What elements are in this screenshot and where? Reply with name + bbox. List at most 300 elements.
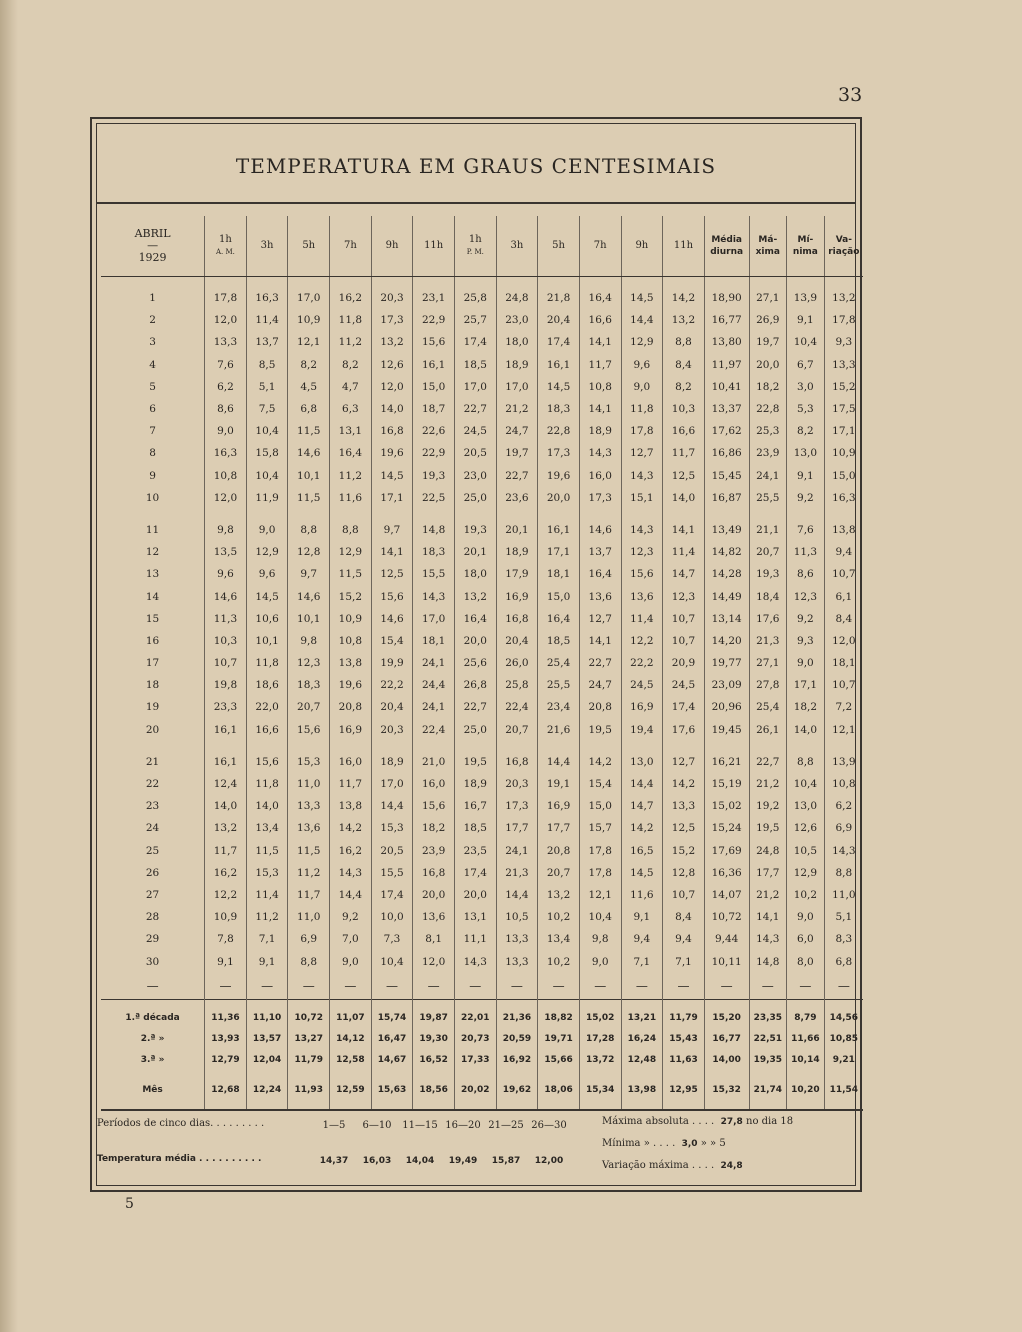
table-cell: 21,3 <box>496 862 538 884</box>
header-dash: — <box>147 239 159 252</box>
table-cell: 10,7 <box>205 652 247 674</box>
table-cell: 8,1 <box>413 928 455 950</box>
table-cell: 11,7 <box>288 884 330 906</box>
table-cell: 12,95 <box>663 1071 705 1110</box>
table-cell: 18,1 <box>824 652 863 674</box>
table-row <box>101 376 863 398</box>
table-cell: 11,79 <box>288 1050 330 1071</box>
table-cell: 6,1 <box>824 585 863 607</box>
table-cell: 8,8 <box>824 862 863 884</box>
table-cell: 13,2 <box>663 309 705 331</box>
table-cell: 10,4 <box>246 420 288 442</box>
table-cell: 13,27 <box>288 1029 330 1050</box>
table-cell: 13,3 <box>824 354 863 376</box>
table-cell: 12,4 <box>205 773 247 795</box>
table-cell: 8,79 <box>787 1000 825 1029</box>
table-cell: 16,1 <box>538 519 580 541</box>
table-cell: 13,2 <box>824 287 863 309</box>
table-cell: 15,2 <box>330 585 372 607</box>
dash-cell: — <box>330 973 372 1000</box>
table-cell: 18,90 <box>704 287 749 309</box>
table-cell: 12,7 <box>663 751 705 773</box>
header-hour: 9h <box>371 216 413 277</box>
table-cell: 11,97 <box>704 354 749 376</box>
table-cell: 10,2 <box>787 884 825 906</box>
table-cell: 13,7 <box>246 331 288 353</box>
table-cell: 15,0 <box>538 585 580 607</box>
row-label: 3.ª » <box>140 1055 165 1066</box>
table-cell: 13,1 <box>454 906 496 928</box>
table-cell: 6,9 <box>288 928 330 950</box>
table-cell: 20,0 <box>749 354 787 376</box>
row-label: 15 <box>145 612 160 625</box>
table-cell: 14,1 <box>749 906 787 928</box>
page-number: 33 <box>838 84 863 106</box>
table-cell: 14,3 <box>621 519 663 541</box>
table-cell: 18,9 <box>579 420 621 442</box>
table-cell: 8,8 <box>663 331 705 353</box>
table-cell: 10,7 <box>824 563 863 585</box>
table-cell: 9,4 <box>824 541 863 563</box>
table-cell: 23,35 <box>749 1000 787 1029</box>
table-cell: 12,58 <box>330 1050 372 1071</box>
table-row <box>101 309 863 331</box>
table-cell: 14,2 <box>621 817 663 839</box>
table-cell: 9,7 <box>371 519 413 541</box>
table-cell: 12,6 <box>787 817 825 839</box>
table-cell: 11,0 <box>288 773 330 795</box>
table-cell: 10,9 <box>205 906 247 928</box>
table-cell: 10,4 <box>579 906 621 928</box>
table-cell: 16,4 <box>538 608 580 630</box>
table-cell: 13,57 <box>246 1029 288 1050</box>
table-cell: 17,0 <box>288 287 330 309</box>
table-cell: 20,3 <box>371 719 413 741</box>
table-cell: 24,1 <box>413 652 455 674</box>
table-cell: 16,3 <box>824 487 863 509</box>
table-cell: 16,9 <box>621 696 663 718</box>
table-cell: 8,4 <box>663 906 705 928</box>
table-cell: 24,8 <box>496 287 538 309</box>
table-cell: 20,5 <box>454 442 496 464</box>
table-cell: 15,3 <box>288 751 330 773</box>
table-cell: 12,9 <box>621 331 663 353</box>
table-cell: 14,67 <box>371 1050 413 1071</box>
table-cell: 22,9 <box>413 309 455 331</box>
table-cell: 8,4 <box>824 608 863 630</box>
row-label: 24 <box>145 822 160 835</box>
table-cell: 10,3 <box>663 398 705 420</box>
period-temp: 14,37 <box>319 1156 349 1166</box>
table-cell: 20,0 <box>538 487 580 509</box>
table-cell: 19,45 <box>704 719 749 741</box>
table-cell: 11,2 <box>246 906 288 928</box>
table-cell: 18,9 <box>496 541 538 563</box>
table-cell: 17,4 <box>454 331 496 353</box>
table-cell: 17,8 <box>205 287 247 309</box>
table-cell: 10,72 <box>704 906 749 928</box>
table-cell: 10,6 <box>246 608 288 630</box>
table-cell: 12,0 <box>371 376 413 398</box>
table-cell: 19,6 <box>371 442 413 464</box>
table-row <box>101 287 863 309</box>
table-cell: 16,9 <box>496 585 538 607</box>
table-cell: 18,56 <box>413 1071 455 1110</box>
table-cell: 20,7 <box>538 862 580 884</box>
table-cell: 16,0 <box>413 773 455 795</box>
table-cell: 14,1 <box>663 519 705 541</box>
table-cell: 9,0 <box>579 950 621 972</box>
table-cell: 21,2 <box>496 398 538 420</box>
table-cell: 14,3 <box>824 840 863 862</box>
table-cell: 7,3 <box>371 928 413 950</box>
table-cell: 15,3 <box>371 817 413 839</box>
table-cell: 7,1 <box>663 950 705 972</box>
table-cell: 25,7 <box>454 309 496 331</box>
table-cell: 15,6 <box>621 563 663 585</box>
table-cell: 23,6 <box>496 487 538 509</box>
table-cell: 16,8 <box>496 608 538 630</box>
table-cell: 10,8 <box>330 630 372 652</box>
table-cell: 23,1 <box>413 287 455 309</box>
table-cell: 11,0 <box>288 906 330 928</box>
table-cell: 15,63 <box>371 1071 413 1110</box>
table-cell: 11,7 <box>663 442 705 464</box>
table-cell: 15,02 <box>704 795 749 817</box>
table-cell: 7,2 <box>824 696 863 718</box>
table-cell: 14,8 <box>749 950 787 972</box>
table-cell: 16,8 <box>496 751 538 773</box>
row-label: 8 <box>149 447 156 460</box>
temperature-media-label: Temperatura média . . . . . . . . . . <box>97 1154 262 1164</box>
decade-summary-row <box>101 1029 863 1050</box>
table-cell: 14,3 <box>749 928 787 950</box>
table-cell: 19,71 <box>538 1029 580 1050</box>
table-cell: 13,4 <box>538 928 580 950</box>
dash-cell: — <box>146 978 159 993</box>
table-cell: 9,0 <box>205 420 247 442</box>
end-rule-row <box>101 1110 863 1111</box>
table-cell: 25,8 <box>496 674 538 696</box>
row-label: 19 <box>145 701 160 714</box>
table-cell: 13,8 <box>824 519 863 541</box>
header-hour: 3h <box>496 216 538 277</box>
table-cell: 20,7 <box>288 696 330 718</box>
table-cell: 17,3 <box>371 309 413 331</box>
table-cell: 15,6 <box>288 719 330 741</box>
table-cell: 9,8 <box>205 519 247 541</box>
table-cell: 13,3 <box>663 795 705 817</box>
table-cell: 11,5 <box>288 840 330 862</box>
table-cell: 15,3 <box>246 862 288 884</box>
row-label: 30 <box>145 955 160 968</box>
period-label: 11—15 <box>402 1120 438 1131</box>
table-cell: 3,0 <box>787 376 825 398</box>
table-cell: 11,2 <box>288 862 330 884</box>
table-cell: 14,82 <box>704 541 749 563</box>
table-cell: 15,5 <box>371 862 413 884</box>
table-row <box>101 652 863 674</box>
table-cell: 22,5 <box>413 487 455 509</box>
table-cell: 20,73 <box>454 1029 496 1050</box>
table-cell: 14,6 <box>288 585 330 607</box>
table-cell: 13,80 <box>704 331 749 353</box>
table-cell: 16,5 <box>621 840 663 862</box>
table-cell: 24,5 <box>621 674 663 696</box>
table-row <box>101 487 863 509</box>
table-cell: 14,2 <box>330 817 372 839</box>
table-cell: 18,82 <box>538 1000 580 1029</box>
table-cell: 17,7 <box>749 862 787 884</box>
row-label: 14 <box>145 590 160 603</box>
table-cell: 18,0 <box>454 563 496 585</box>
table-cell: 10,8 <box>579 376 621 398</box>
table-cell: 15,2 <box>663 840 705 862</box>
book-spine-shadow <box>0 0 18 1332</box>
table-cell: 11,93 <box>288 1071 330 1110</box>
row-label: 27 <box>145 888 160 901</box>
table-cell: 11,0 <box>824 884 863 906</box>
table-cell: 15,32 <box>704 1071 749 1110</box>
table-cell: 22,7 <box>579 652 621 674</box>
table-row <box>101 950 863 972</box>
table-cell: 11,4 <box>621 608 663 630</box>
table-cell: 19,5 <box>579 719 621 741</box>
table-cell: 10,7 <box>824 674 863 696</box>
table-cell: 14,3 <box>413 585 455 607</box>
title-rule <box>97 202 855 204</box>
period-temp: 15,87 <box>491 1156 521 1166</box>
table-cell: 12,24 <box>246 1071 288 1110</box>
table-cell: 14,56 <box>824 1000 863 1029</box>
table-cell: 14,12 <box>330 1029 372 1050</box>
table-cell: 20,4 <box>371 696 413 718</box>
table-cell: 12,7 <box>621 442 663 464</box>
table-cell: 17,0 <box>413 608 455 630</box>
table-row <box>101 719 863 741</box>
table-cell: 20,5 <box>371 840 413 862</box>
table-cell: 14,3 <box>330 862 372 884</box>
table-cell: 13,4 <box>246 817 288 839</box>
table-row <box>101 674 863 696</box>
table-cell: 10,9 <box>330 608 372 630</box>
table-cell: 19,4 <box>621 719 663 741</box>
row-label: 7 <box>149 425 156 438</box>
header-variacao: Va- riação <box>824 216 863 277</box>
dash-cell: — <box>663 973 705 1000</box>
table-cell: 20,7 <box>496 719 538 741</box>
table-cell: 16,4 <box>454 608 496 630</box>
table-row <box>101 862 863 884</box>
table-cell: 11,66 <box>787 1029 825 1050</box>
table-cell: 16,8 <box>371 420 413 442</box>
table-cell: 15,0 <box>413 376 455 398</box>
table-cell: 11,54 <box>824 1071 863 1110</box>
table-cell: 25,0 <box>454 487 496 509</box>
dash-cell: — <box>621 973 663 1000</box>
spacer-row <box>101 741 863 751</box>
row-label: 3 <box>149 336 156 349</box>
table-cell: 17,8 <box>824 309 863 331</box>
table-cell: 20,02 <box>454 1071 496 1110</box>
table-row <box>101 331 863 353</box>
table-cell: 10,2 <box>538 906 580 928</box>
row-label: Mês <box>142 1084 163 1095</box>
table-cell: 12,04 <box>246 1050 288 1071</box>
table-cell: 8,4 <box>663 354 705 376</box>
table-cell: 14,0 <box>205 795 247 817</box>
table-cell: 18,2 <box>749 376 787 398</box>
table-cell: 11,7 <box>579 354 621 376</box>
table-cell: 23,09 <box>704 674 749 696</box>
row-label: 28 <box>145 911 160 924</box>
table-cell: 8,8 <box>330 519 372 541</box>
table-frame <box>90 117 862 1192</box>
table-cell: 16,1 <box>205 719 247 741</box>
table-cell: 11,7 <box>205 840 247 862</box>
table-cell: 16,4 <box>579 287 621 309</box>
table-cell: 20,1 <box>496 519 538 541</box>
table-cell: 17,7 <box>496 817 538 839</box>
table-cell: 9,6 <box>205 563 247 585</box>
period-temp: 14,04 <box>405 1156 435 1166</box>
table-row <box>101 563 863 585</box>
table-cell: 11,8 <box>246 773 288 795</box>
table-cell: 26,0 <box>496 652 538 674</box>
table-cell: 14,8 <box>413 519 455 541</box>
row-label: 26 <box>145 866 160 879</box>
table-cell: 19,62 <box>496 1071 538 1110</box>
table-cell: 13,8 <box>330 652 372 674</box>
table-cell: 12,68 <box>205 1071 247 1110</box>
table-cell: 18,3 <box>538 398 580 420</box>
table-cell: 11,6 <box>621 884 663 906</box>
table-cell: 18,5 <box>454 817 496 839</box>
table-cell: 9,1 <box>246 950 288 972</box>
table-cell: 14,1 <box>579 630 621 652</box>
table-cell: 14,4 <box>371 795 413 817</box>
table-cell: 16,36 <box>704 862 749 884</box>
table-cell: 20,3 <box>496 773 538 795</box>
table-cell: 14,4 <box>330 884 372 906</box>
table-cell: 26,9 <box>749 309 787 331</box>
table-cell: 26,1 <box>749 719 787 741</box>
table-cell: 13,49 <box>704 519 749 541</box>
table-cell: 16,4 <box>330 442 372 464</box>
table-cell: 10,4 <box>787 773 825 795</box>
table-cell: 13,2 <box>454 585 496 607</box>
table-cell: 11,7 <box>330 773 372 795</box>
table-cell: 16,24 <box>621 1029 663 1050</box>
table-cell: 20,0 <box>413 884 455 906</box>
table-cell: 5,1 <box>824 906 863 928</box>
header-hour: 7h <box>330 216 372 277</box>
table-cell: 18,5 <box>454 354 496 376</box>
table-cell: 10,4 <box>787 331 825 353</box>
table-cell: 9,8 <box>579 928 621 950</box>
header-hour: 1h P. M. <box>454 216 496 277</box>
table-cell: 13,5 <box>205 541 247 563</box>
header-hour: 1h A. M. <box>205 216 247 277</box>
table-row <box>101 398 863 420</box>
table-cell: 14,2 <box>663 287 705 309</box>
period-temp: 16,03 <box>362 1156 392 1166</box>
table-cell: 15,1 <box>621 487 663 509</box>
table-cell: 16,9 <box>538 795 580 817</box>
table-cell: 25,4 <box>538 652 580 674</box>
table-cell: 13,0 <box>621 751 663 773</box>
dash-cell: — <box>246 973 288 1000</box>
table-cell: 10,20 <box>787 1071 825 1110</box>
period-label: 26—30 <box>531 1120 567 1131</box>
table-cell: 15,20 <box>704 1000 749 1029</box>
period-temp: 12,00 <box>534 1156 564 1166</box>
table-cell: 13,6 <box>413 906 455 928</box>
table-cell: 23,3 <box>205 696 247 718</box>
table-cell: 18,9 <box>496 354 538 376</box>
table-row <box>101 519 863 541</box>
table-cell: 11,5 <box>288 420 330 442</box>
table-cell: 16,86 <box>704 442 749 464</box>
table-cell: 11,6 <box>330 487 372 509</box>
period-label: 6—10 <box>362 1120 392 1131</box>
table-cell: 17,6 <box>749 608 787 630</box>
table-cell: 22,51 <box>749 1029 787 1050</box>
table-cell: 6,2 <box>205 376 247 398</box>
table-cell: 16,21 <box>704 751 749 773</box>
dash-cell: — <box>288 973 330 1000</box>
table-cell: 14,6 <box>579 519 621 541</box>
table-cell: 15,66 <box>538 1050 580 1071</box>
table-cell: 19,9 <box>371 652 413 674</box>
table-cell: 16,3 <box>205 442 247 464</box>
table-cell: 12,2 <box>205 884 247 906</box>
table-cell: 11,4 <box>246 309 288 331</box>
row-label: 16 <box>145 634 160 647</box>
table-cell: 13,3 <box>288 795 330 817</box>
table-cell: 16,92 <box>496 1050 538 1071</box>
table-cell: 9,0 <box>330 950 372 972</box>
table-cell: 16,1 <box>205 751 247 773</box>
table-cell: 18,2 <box>787 696 825 718</box>
table-cell: 10,7 <box>663 608 705 630</box>
table-cell: 13,2 <box>205 817 247 839</box>
table-cell: 9,0 <box>621 376 663 398</box>
table-cell: 21,3 <box>749 630 787 652</box>
period-label: 16—20 <box>445 1120 481 1131</box>
table-cell: 9,4 <box>663 928 705 950</box>
table-cell: 19,77 <box>704 652 749 674</box>
table-cell: 19,6 <box>330 674 372 696</box>
bottom-summary <box>97 1112 865 1192</box>
table-cell: 13,1 <box>330 420 372 442</box>
table-cell: 13,98 <box>621 1071 663 1110</box>
row-label: 6 <box>149 403 156 416</box>
table-cell: 21,74 <box>749 1071 787 1110</box>
dash-cell: — <box>704 973 749 1000</box>
table-cell: 19,7 <box>496 442 538 464</box>
table-cell: 9,44 <box>704 928 749 950</box>
table-cell: 21,1 <box>749 519 787 541</box>
table-cell: 14,4 <box>621 309 663 331</box>
table-cell: 15,0 <box>824 465 863 487</box>
table-cell: 18,06 <box>538 1071 580 1110</box>
table-cell: 12,6 <box>371 354 413 376</box>
table-cell: 8,2 <box>330 354 372 376</box>
table-cell: 11,8 <box>330 309 372 331</box>
table-cell: 12,5 <box>663 817 705 839</box>
table-cell: 15,7 <box>579 817 621 839</box>
